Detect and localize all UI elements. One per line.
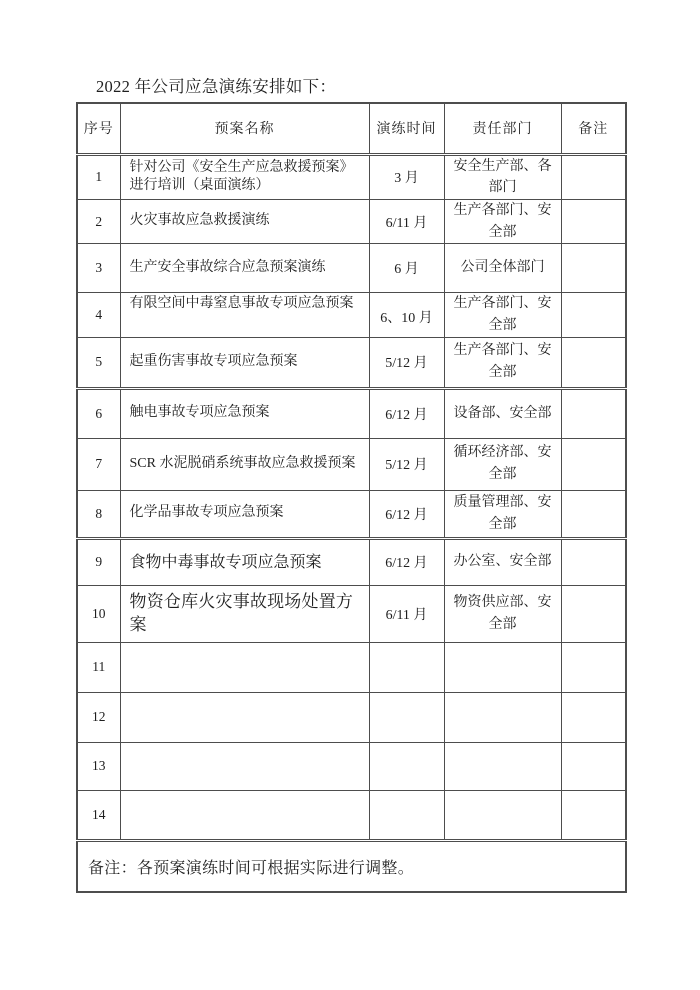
plan-name-cell xyxy=(120,790,369,840)
drill-time-cell: 6/11 月 xyxy=(369,199,444,243)
drill-time-cell xyxy=(369,742,444,790)
note-cell xyxy=(561,790,626,840)
note-cell xyxy=(561,642,626,692)
row-number-cell: 3 xyxy=(77,244,120,293)
row-number-cell: 7 xyxy=(77,438,120,490)
column-header: 预案名称 xyxy=(120,103,369,154)
table-row xyxy=(77,585,626,642)
department-cell: 设备部、安全部 xyxy=(444,388,561,438)
department-cell: 生产各部门、安全部 xyxy=(444,199,561,243)
department-cell: 质量管理部、安全部 xyxy=(444,490,561,538)
row-number-cell: 1 xyxy=(77,154,120,199)
note-cell xyxy=(561,585,626,642)
plan-name-cell: 触电事故专项应急预案 xyxy=(120,388,369,438)
table-header-row xyxy=(77,103,626,154)
column-header: 序号 xyxy=(77,103,120,154)
table-row xyxy=(77,538,626,585)
note-cell xyxy=(561,490,626,538)
table-row xyxy=(77,388,626,438)
table-footer-row xyxy=(77,840,626,892)
note-cell xyxy=(561,538,626,585)
table-row xyxy=(77,438,626,490)
column-header: 责任部门 xyxy=(444,103,561,154)
table-row xyxy=(77,692,626,742)
plan-name-cell: 生产安全事故综合应急预案演练 xyxy=(120,244,369,293)
drill-time-cell: 6/12 月 xyxy=(369,388,444,438)
row-number-cell: 10 xyxy=(77,585,120,642)
department-cell xyxy=(444,642,561,692)
department-cell: 公司全体部门 xyxy=(444,244,561,293)
plan-name-cell: 有限空间中毒窒息事故专项应急预案 xyxy=(120,293,369,337)
department-cell xyxy=(444,692,561,742)
department-cell: 生产各部门、安全部 xyxy=(444,337,561,388)
note-cell xyxy=(561,154,626,199)
plan-name-cell xyxy=(120,692,369,742)
row-number-cell: 6 xyxy=(77,388,120,438)
drill-time-cell: 5/12 月 xyxy=(369,438,444,490)
department-cell: 生产各部门、安全部 xyxy=(444,293,561,337)
table-row xyxy=(77,199,626,243)
table-row xyxy=(77,154,626,199)
row-number-cell: 13 xyxy=(77,742,120,790)
row-number-cell: 14 xyxy=(77,790,120,840)
note-cell xyxy=(561,199,626,243)
row-number-cell: 5 xyxy=(77,337,120,388)
row-number-cell: 4 xyxy=(77,293,120,337)
plan-name-cell: 针对公司《安全生产应急救援预案》进行培训（桌面演练） xyxy=(120,154,369,199)
plan-name-cell: 起重伤害事故专项应急预案 xyxy=(120,337,369,388)
table-row xyxy=(77,642,626,692)
table-body xyxy=(77,154,626,840)
drill-time-cell: 6 月 xyxy=(369,244,444,293)
note-cell xyxy=(561,337,626,388)
note-cell xyxy=(561,244,626,293)
plan-name-cell xyxy=(120,642,369,692)
table-row xyxy=(77,790,626,840)
row-number-cell: 8 xyxy=(77,490,120,538)
plan-name-cell: 物资仓库火灾事故现场处置方案 xyxy=(120,585,369,642)
column-header: 备注 xyxy=(561,103,626,154)
table-row xyxy=(77,244,626,293)
department-cell: 安全生产部、各部门 xyxy=(444,154,561,199)
drill-schedule-table xyxy=(76,102,627,893)
row-number-cell: 12 xyxy=(77,692,120,742)
plan-name-cell: 火灾事故应急救援演练 xyxy=(120,199,369,243)
table-row xyxy=(77,490,626,538)
plan-name-cell: 化学品事故专项应急预案 xyxy=(120,490,369,538)
drill-time-cell xyxy=(369,790,444,840)
drill-time-cell: 5/12 月 xyxy=(369,337,444,388)
row-number-cell: 11 xyxy=(77,642,120,692)
page-title: 2022 年公司应急演练安排如下： xyxy=(96,77,337,96)
note-cell xyxy=(561,692,626,742)
department-cell: 办公室、安全部 xyxy=(444,538,561,585)
plan-name-cell xyxy=(120,742,369,790)
drill-time-cell: 3 月 xyxy=(369,154,444,199)
drill-time-cell: 6/11 月 xyxy=(369,585,444,642)
department-cell xyxy=(444,790,561,840)
drill-time-cell: 6、10 月 xyxy=(369,293,444,337)
department-cell xyxy=(444,742,561,790)
note-cell xyxy=(561,438,626,490)
department-cell: 循环经济部、安全部 xyxy=(444,438,561,490)
table-row xyxy=(77,742,626,790)
table-row xyxy=(77,293,626,337)
plan-name-cell: SCR 水泥脱硝系统事故应急救援预案 xyxy=(120,438,369,490)
drill-time-cell xyxy=(369,692,444,742)
note-cell xyxy=(561,742,626,790)
note-cell xyxy=(561,388,626,438)
note-cell xyxy=(561,293,626,337)
table-row xyxy=(77,337,626,388)
plan-name-cell: 食物中毒事故专项应急预案 xyxy=(120,538,369,585)
drill-time-cell: 6/12 月 xyxy=(369,490,444,538)
drill-time-cell: 6/12 月 xyxy=(369,538,444,585)
row-number-cell: 2 xyxy=(77,199,120,243)
table-footer-note: 备注：各预案演练时间可根据实际进行调整。 xyxy=(77,840,626,892)
row-number-cell: 9 xyxy=(77,538,120,585)
drill-time-cell xyxy=(369,642,444,692)
department-cell: 物资供应部、安全部 xyxy=(444,585,561,642)
column-header: 演练时间 xyxy=(369,103,444,154)
